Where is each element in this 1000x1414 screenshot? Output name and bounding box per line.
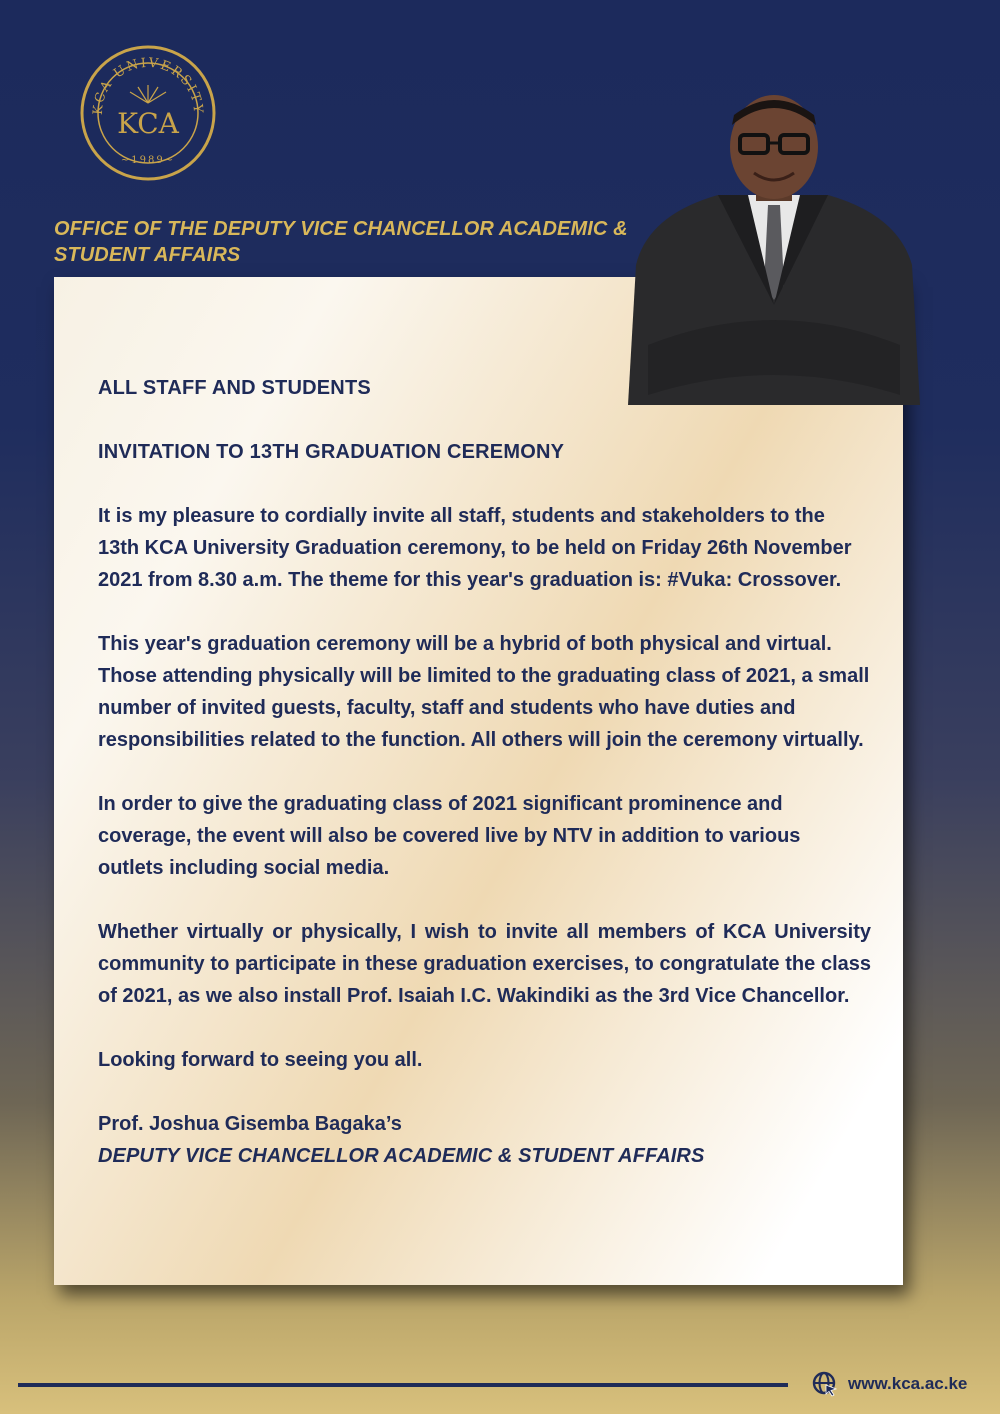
portrait-photo bbox=[628, 95, 920, 405]
globe-cursor-icon bbox=[812, 1371, 838, 1397]
paragraph-invitation: It is my pleasure to cordially invite all staff, students and stakeholders to the 13th KCA University Graduation ceremony, to be held on Friday 26th November 2021 from 8.30 a.m. The theme for this year's graduation is: #Vuka: Crossover. bbox=[98, 505, 852, 591]
office-title-line1: OFFICE OF THE DEPUTY VICE CHANCELLOR ACADEMIC & bbox=[54, 218, 628, 240]
office-title-line2: STUDENT AFFAIRS bbox=[54, 244, 241, 266]
office-title bbox=[54, 216, 674, 268]
subject-line: INVITATION TO 13TH GRADUATION CEREMONY bbox=[98, 441, 565, 463]
paragraph-hybrid: This year's graduation ceremony will be a hybrid of both physical and virtual. Those attending physically will be limited to the graduating class of 2021, a small number of invited guests, faculty, staff and students who have duties and responsibilities related to the function. All others will join the ceremony virtually. bbox=[98, 633, 870, 751]
footer-divider bbox=[18, 1383, 788, 1387]
signatory-title: DEPUTY VICE CHANCELLOR ACADEMIC & STUDENT AFFAIRS bbox=[98, 1145, 705, 1167]
vice-chancellor-title: 3rd Vice Chancellor. bbox=[658, 985, 850, 1007]
vice-chancellor-name: Prof. Isaiah I.C. Wakindiki bbox=[347, 985, 590, 1007]
paragraph-coverage: In order to give the graduating class of 2021 significant prominence and coverage, the event will also be covered live by NTV in addition to various outlets including social media. bbox=[98, 793, 801, 879]
addressee: ALL STAFF AND STUDENTS bbox=[98, 377, 371, 399]
paragraph-participation-as: as the bbox=[595, 985, 654, 1007]
paragraph-participation-text: Whether virtually or physically, I wish to invite all members of KCA University community to participate in these graduation exercises, to congratulate the class of 2021, as we also install bbox=[98, 921, 871, 1007]
kca-university-logo bbox=[80, 45, 216, 181]
closing-line: Looking forward to seeing you all. bbox=[98, 1049, 423, 1071]
logo-arc-text: KCA UNIVERSITY bbox=[90, 55, 206, 116]
signatory-name: Prof. Joshua Gisemba Bagaka’s bbox=[98, 1113, 402, 1135]
logo-monogram: KCA bbox=[117, 107, 179, 140]
logo-year: ~1989~ bbox=[120, 155, 176, 166]
website-url[interactable]: www.kca.ac.ke bbox=[848, 1374, 968, 1393]
footer-website[interactable] bbox=[812, 1368, 967, 1400]
paragraph-participation bbox=[98, 916, 871, 1012]
letter-body bbox=[98, 372, 871, 1172]
